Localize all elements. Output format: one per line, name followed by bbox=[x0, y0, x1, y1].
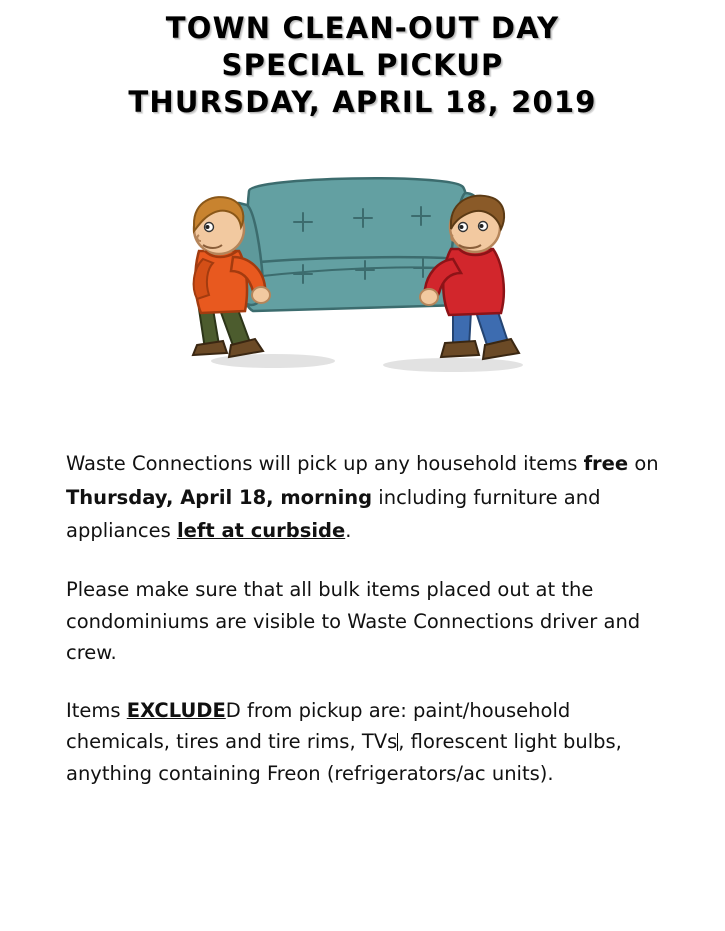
p3-seg1: Items bbox=[66, 698, 127, 722]
heading-line-3: THURSDAY, APRIL 18, 2019 bbox=[128, 85, 597, 120]
p1-seg5: including furniture and appliances bbox=[66, 485, 601, 543]
couch-carry-icon bbox=[153, 169, 573, 384]
heading-line-2: SPECIAL PICKUP bbox=[221, 48, 504, 83]
paragraph-2: Please make sure that all bulk items placed out at the condominiums are visible to Waste Connections driver and crew. bbox=[66, 577, 641, 665]
p3-seg3: D from pickup are: paint/household chemicals, tires and tire rims, TVs bbox=[66, 698, 571, 754]
p1-free-bold: free bbox=[583, 452, 629, 476]
heading-line-1: TOWN CLEAN-OUT DAY bbox=[165, 11, 560, 45]
illustration-two-men-carrying-couch bbox=[0, 169, 725, 389]
p1-seg1: Waste Connections will pick up any household items bbox=[66, 452, 584, 476]
body-copy bbox=[66, 447, 663, 789]
p1-date-bold: Thursday, April 18, morning bbox=[66, 485, 373, 509]
p1-curbside-bold-underline: left at curbside bbox=[176, 519, 346, 543]
paragraph-3 bbox=[66, 695, 663, 790]
p1-seg3: on bbox=[628, 452, 659, 476]
paragraph-1 bbox=[66, 447, 663, 548]
p1-seg7: . bbox=[345, 519, 352, 543]
flyer-heading bbox=[0, 0, 725, 121]
p3-excluded-bold-underline: EXCLUDE bbox=[126, 698, 226, 722]
p3-seg4: , florescent light bulbs, anything containing Freon (refrigerators/ac units). bbox=[66, 730, 622, 785]
